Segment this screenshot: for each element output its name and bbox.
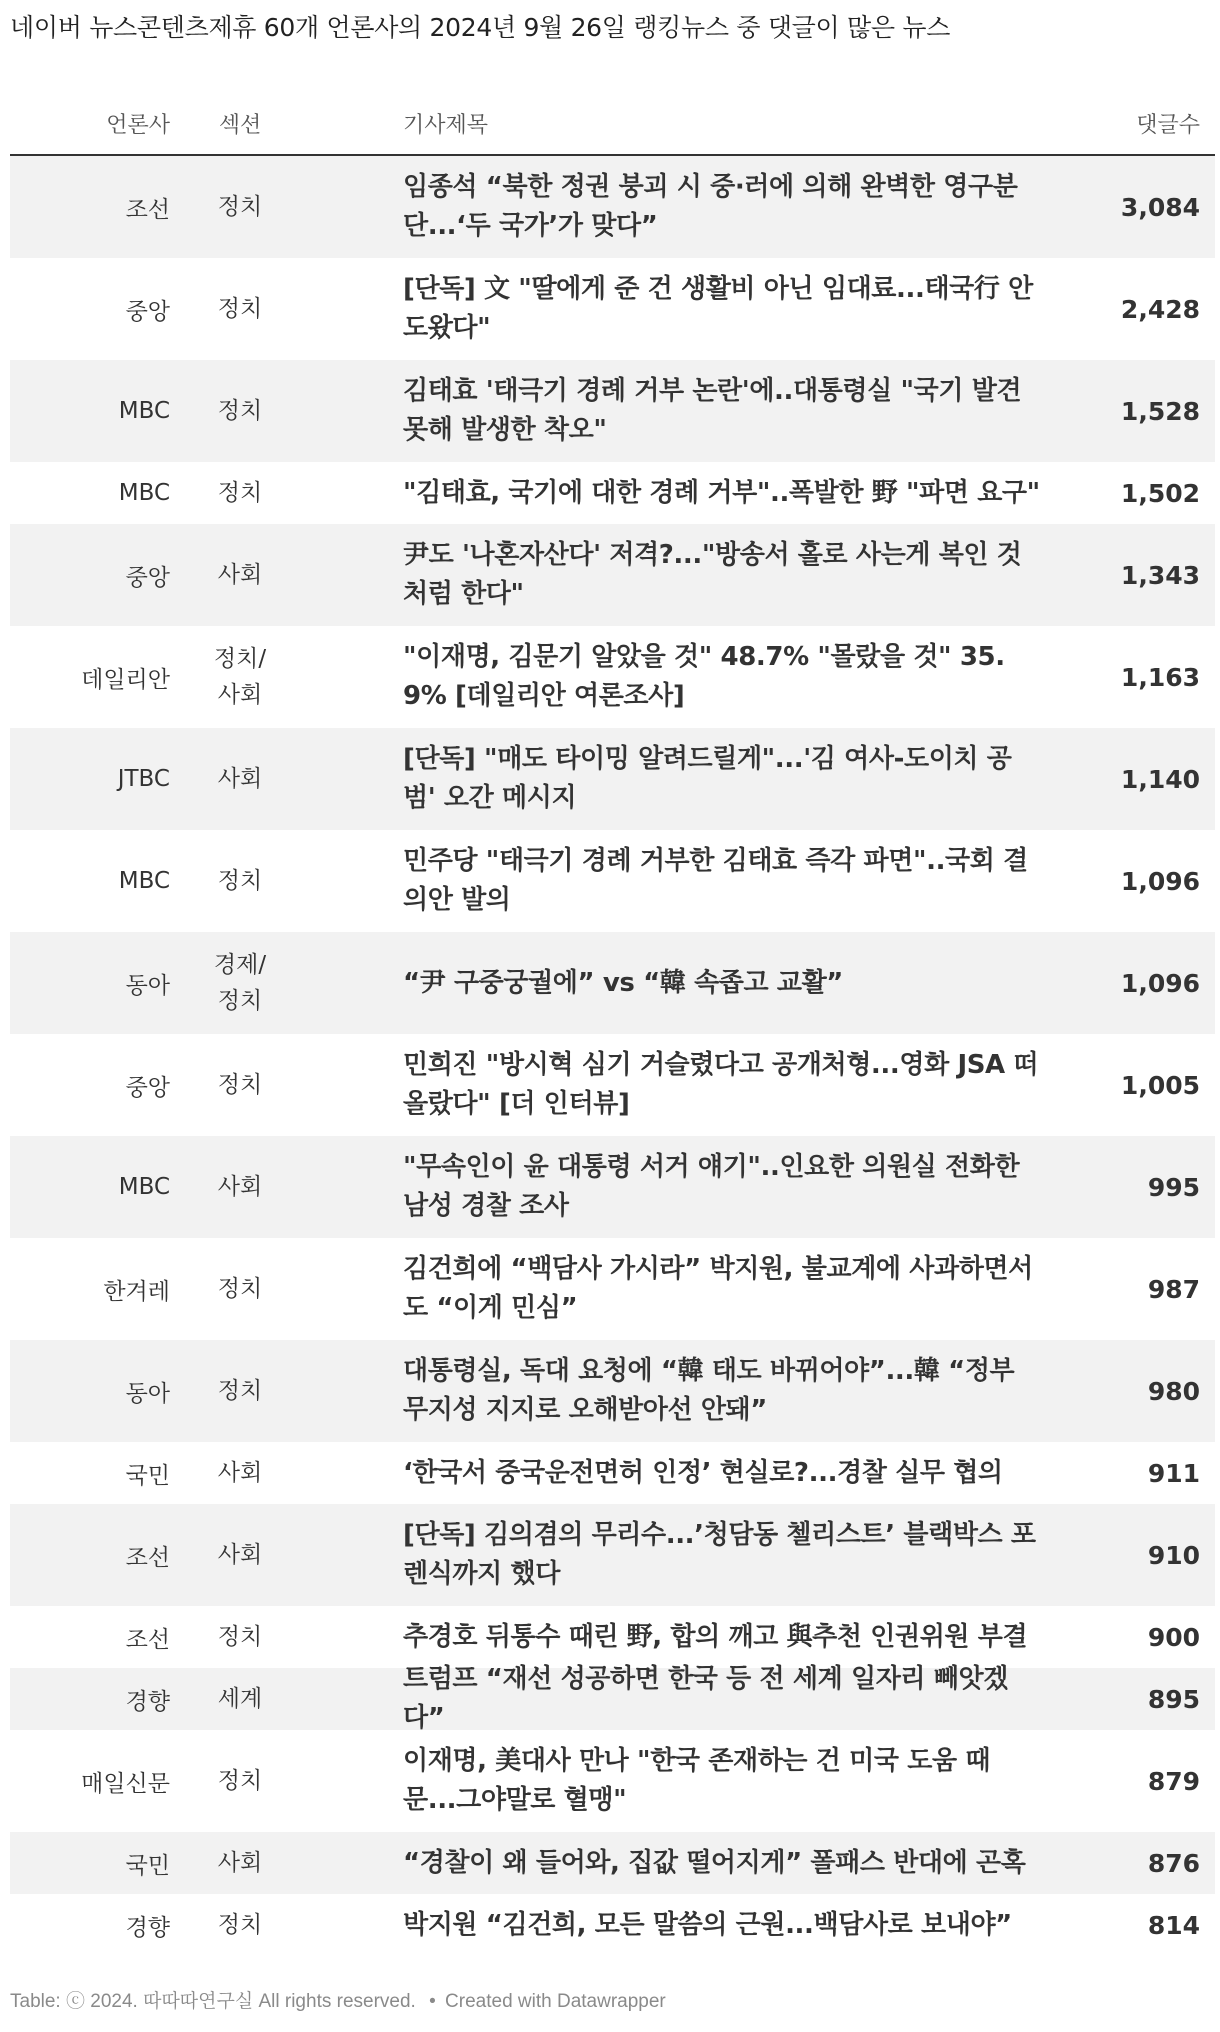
footer-source: Table: ⓒ 2024. 따따따연구실 All rights reserved. (10, 1991, 416, 2012)
cell-section: 사회 (217, 1542, 263, 1568)
cell-count: 1,096 (1120, 866, 1200, 896)
cell-count: 1,140 (1120, 764, 1200, 794)
cell-title: 민희진 "방시혁 심기 거슬렸다고 공개처형...영화 JSA 떠올랐다" [더 인터뷰] (403, 1050, 1039, 1119)
cell-section: 정치 (217, 296, 263, 322)
cell-press: 동아 (125, 1380, 170, 1407)
cell-count: 1,343 (1120, 560, 1200, 590)
cell-press: MBC (118, 1174, 170, 1200)
cell-press: 동아 (125, 972, 170, 999)
table-header (10, 92, 1215, 156)
cell-count: 1,502 (1120, 478, 1200, 508)
cell-press: JTBC (117, 766, 170, 792)
cell-title: 민주당 "태극기 경례 거부한 김태효 즉각 파면"..국회 결의안 발의 (403, 846, 1028, 915)
table-row (10, 1504, 1215, 1606)
cell-press: 국민 (125, 1852, 170, 1879)
table-row (10, 626, 1215, 728)
cell-count: 911 (1147, 1458, 1200, 1488)
cell-count: 1,005 (1120, 1070, 1200, 1100)
table-row (10, 156, 1215, 258)
table-row (10, 830, 1215, 932)
header-section: 섹션 (218, 112, 262, 138)
cell-press: MBC (118, 398, 170, 424)
header-count: 댓글수 (1136, 112, 1200, 138)
cell-press: 경향 (125, 1688, 170, 1715)
cell-section: 정치 (217, 194, 263, 220)
cell-title: “尹 구중궁궐에” vs “韓 속좁고 교활” (403, 967, 843, 998)
cell-count: 1,096 (1120, 968, 1200, 998)
cell-title: "김태효, 국기에 대한 경례 거부"..폭발한 野 "파면 요구" (403, 477, 1040, 508)
cell-title: “경찰이 왜 들어와, 집값 떨어지게” 폴패스 반대에 곤혹 (403, 1847, 1026, 1878)
table-row (10, 1894, 1215, 1956)
table-row (10, 1136, 1215, 1238)
cell-press: 데일리안 (81, 666, 170, 693)
table-row (10, 258, 1215, 360)
cell-section: 정치 (217, 398, 263, 424)
cell-press: 조선 (125, 1626, 170, 1653)
cell-press: 한겨레 (103, 1278, 170, 1305)
cell-press: 조선 (125, 1544, 170, 1571)
cell-press: 중앙 (125, 564, 170, 591)
cell-section: 사회 (217, 1460, 263, 1486)
cell-count: 895 (1147, 1684, 1200, 1714)
cell-count: 987 (1147, 1274, 1200, 1304)
cell-section: 정치 (217, 868, 263, 894)
cell-title: 尹도 '나혼자산다' 저격?..."방송서 홀로 사는게 복인 것처럼 한다" (403, 540, 1022, 609)
cell-title: "이재명, 김문기 알았을 것" 48.7% "몰랐을 것" 35.9% [데일리안 여론조사] (403, 642, 1005, 711)
cell-title: 대통령실, 독대 요청에 “韓 태도 바뀌어야”...韓 “정부 무지성 지지로 오해받아선 안돼” (403, 1356, 1015, 1425)
cell-press: 중앙 (125, 298, 170, 325)
cell-section: 정치 (217, 1912, 263, 1938)
cell-section: 사회 (217, 766, 263, 792)
cell-section: 정치 (217, 1072, 263, 1098)
table-row (10, 1606, 1215, 1668)
cell-count: 1,163 (1120, 662, 1200, 692)
table-row (10, 1730, 1215, 1832)
cell-title: 박지원 “김건희, 모든 말씀의 근원...백담사로 보내야” (403, 1909, 1012, 1940)
cell-count: 900 (1147, 1622, 1200, 1652)
cell-section: 사회 (217, 1850, 263, 1876)
table-row (10, 1832, 1215, 1894)
table-row (10, 932, 1215, 1034)
cell-press: MBC (118, 868, 170, 894)
page-title: 네이버 뉴스콘텐츠제휴 60개 언론사의 2024년 9월 26일 랭킹뉴스 중 댓글이 많은 뉴스 (10, 13, 951, 42)
cell-press: 중앙 (125, 1074, 170, 1101)
table-row (10, 1664, 1215, 1733)
cell-section: 세계 (217, 1686, 263, 1712)
cell-count: 1,528 (1120, 396, 1200, 426)
footer-separator: • (429, 1991, 436, 2012)
cell-count: 814 (1147, 1910, 1200, 1940)
cell-title: 트럼프 “재선 성공하면 한국 등 전 세계 일자리 빼앗겠다” (403, 1664, 1008, 1733)
cell-section: 정치 (217, 480, 263, 506)
news-table (10, 92, 1215, 1956)
cell-section: 사회 (217, 562, 263, 588)
cell-press: MBC (118, 480, 170, 506)
cell-press: 경향 (125, 1914, 170, 1941)
cell-count: 995 (1147, 1172, 1200, 1202)
cell-section: 정치 (217, 1276, 263, 1302)
cell-title: [단독] "매도 타이밍 알려드릴게"...'김 여사-도이치 공범' 오간 메시지 (403, 744, 1012, 813)
cell-press: 국민 (125, 1462, 170, 1489)
table-row (10, 1442, 1215, 1504)
cell-title: 김태효 '태극기 경례 거부 논란'에..대통령실 "국기 발견 못해 발생한 착오" (403, 376, 1022, 445)
table-row (10, 462, 1215, 524)
cell-section: 정치 (217, 1378, 263, 1404)
table-row (10, 728, 1215, 830)
footer (10, 1986, 666, 2013)
cell-title: 김건희에 “백담사 가시라” 박지원, 불교계에 사과하면서도 “이게 민심” (403, 1254, 1033, 1323)
header-press: 언론사 (106, 112, 170, 138)
cell-press: 조선 (125, 196, 170, 223)
cell-press: 매일신문 (81, 1770, 170, 1797)
cell-title: 이재명, 美대사 만나 "한국 존재하는 건 미국 도움 때문...그야말로 혈맹" (403, 1746, 991, 1815)
cell-title: 추경호 뒤통수 때린 野, 합의 깨고 與추천 인권위원 부결 (403, 1621, 1028, 1652)
cell-section: 정치 (217, 1624, 263, 1650)
table-row (10, 360, 1215, 462)
cell-title: ‘한국서 중국운전면허 인정’ 현실로?...경찰 실무 협의 (403, 1457, 1003, 1488)
cell-count: 2,428 (1120, 294, 1200, 324)
table-row (10, 1340, 1215, 1442)
cell-count: 879 (1147, 1766, 1200, 1796)
cell-section: 사회 (217, 1174, 263, 1200)
cell-title: 임종석 “북한 정권 붕괴 시 중·러에 의해 완벽한 영구분단...‘두 국가’가 맞다” (403, 172, 1018, 241)
cell-section: 정치 (217, 1768, 263, 1794)
cell-title: [단독] 김의겸의 무리수...’청담동 첼리스트’ 블랙박스 포렌식까지 했다 (403, 1520, 1036, 1589)
header-title: 기사제목 (403, 112, 489, 138)
table-row (10, 1034, 1215, 1136)
chart-container (10, 0, 1215, 56)
footer-credit-link[interactable]: Created with Datawrapper (445, 1991, 666, 2012)
table-row (10, 524, 1215, 626)
cell-title: [단독] 文 "딸에게 준 건 생활비 아닌 임대료...태국行 안 도왔다" (403, 274, 1033, 343)
cell-count: 3,084 (1120, 192, 1200, 222)
cell-section: 경제/정치 (213, 952, 267, 1014)
table-row (10, 1238, 1215, 1340)
cell-count: 876 (1147, 1848, 1200, 1878)
cell-count: 910 (1147, 1540, 1200, 1570)
cell-section: 정치/사회 (213, 646, 267, 708)
cell-title: "무속인이 윤 대통령 서거 얘기"..인요한 의원실 전화한 남성 경찰 조사 (403, 1152, 1020, 1221)
cell-count: 980 (1147, 1376, 1200, 1406)
